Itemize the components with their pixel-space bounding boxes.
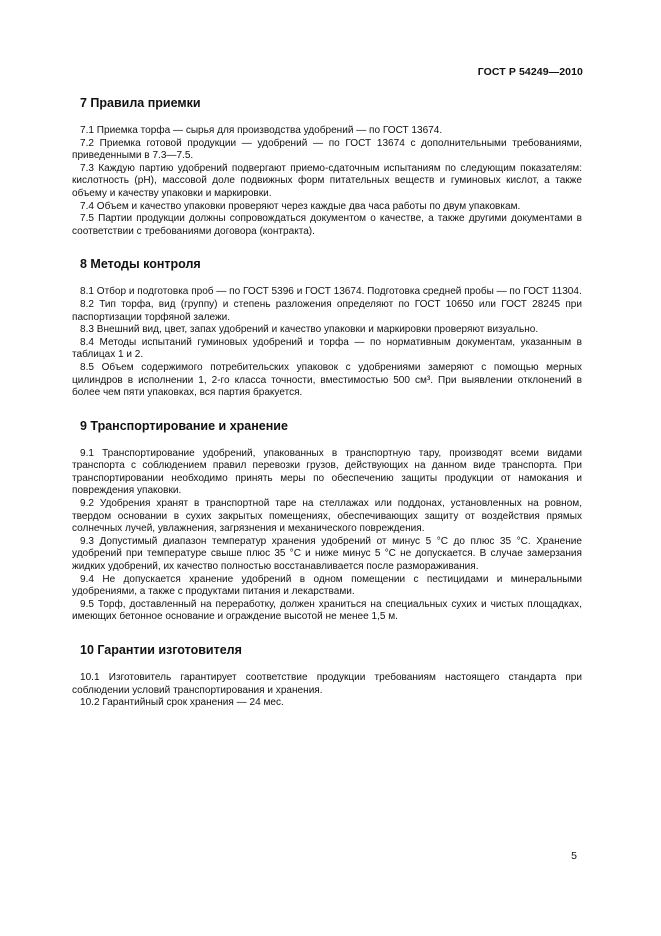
paragraph-8-1: 8.1 Отбор и подготовка проб — по ГОСТ 5396 и ГОСТ 13674. Подготовка средней пробы — по ГОСТ 11304. — [80, 286, 582, 298]
page-number: 5 — [571, 850, 577, 862]
section-heading: 10 Гарантии изготовителя — [80, 643, 242, 657]
section-heading: 9 Транспортирование и хранение — [80, 418, 288, 433]
section-control-methods — [72, 257, 582, 399]
section-manufacturer-warranty — [72, 643, 582, 710]
paragraph-9-5: 9.5 Торф, доставленный на переработку, должен храниться на специальных сухих и чистых площадках, имеющих бетонное основание и ограждение высотой не менее 1,5 м. — [72, 598, 582, 623]
paragraph-8-5: 8.5 Объем содержимого потребительских упаковок с удобрениями замеряют с помощью мерных цилиндров в исполнении 1, 2-го класса точности, вместимостью 500 см³. При выявлении отклонений в более чем пяти упаковках, вся партия бракуется. — [72, 361, 582, 399]
paragraph-8-4: 8.4 Методы испытаний гуминовых удобрений и торфа — по нормативным документам, указанным в таблицах 1 и 2. — [72, 336, 582, 361]
section-acceptance-rules — [72, 96, 582, 238]
paragraph-8-2: 8.2 Тип торфа, вид (группу) и степень разложения определяют по ГОСТ 10650 или ГОСТ 28245 при паспортизации торфяной залежи. — [72, 298, 582, 323]
paragraph-10-2: 10.2 Гарантийный срок хранения — 24 мес. — [80, 697, 284, 709]
paragraph-9-2: 9.2 Удобрения хранят в транспортной таре на стеллажах или поддонах, установленных на ровном, твердом основании в сухих закрытых помещениях, обеспечивающих защиту от воздействия прямых солнечных лучей, увлажнения, загрязнения и механического повреждения. — [72, 498, 582, 535]
paragraph-7-5: 7.5 Партии продукции должны сопровождаться документом о качестве, а также другими документами в соответствии с требованиями договора (контракта). — [72, 213, 582, 237]
paragraph-9-1: 9.1 Транспортирование удобрений, упакованных в транспортную тару, производят всеми видами транспорта с соблюдением правил перевозки грузов, действующих на данном виде транспорта. При транспортировании необходимо принять меры по обеспечению защиты продукции от намокания и повреждения упаковки. — [72, 447, 582, 497]
paragraph-9-4: 9.4 Не допускается хранение удобрений в одном помещении с пестицидами и минеральными удобрениями, а также с продуктами питания и лекарствами. — [72, 573, 582, 598]
paragraph-8-3: 8.3 Внешний вид, цвет, запах удобрений и качество упаковки и маркировки проверяют визуально. — [80, 324, 539, 336]
paragraph-7-1: 7.1 Приемка торфа — сырья для производства удобрений — по ГОСТ 13674. — [80, 125, 443, 136]
document-body — [72, 96, 582, 729]
paragraph-7-2: 7.2 Приемка готовой продукции — удобрений — по ГОСТ 13674 с дополнительными требованиями, приведенными в 7.3—7.5. — [72, 137, 582, 162]
standard-designation: ГОСТ Р 54249—2010 — [477, 66, 583, 78]
paragraph-10-1: 10.1 Изготовитель гарантирует соответствие продукции требованиям настоящего стандарта при соблюдении условий транспортирования и хранения. — [72, 672, 582, 696]
paragraph-7-3: 7.3 Каждую партию удобрений подвергают приемо-сдаточным испытаниям по следующим показателям: кислотность (рН), массовой доле подвижных форм питательных веществ и гуминовых кислот, а также объему и качеству упаковки и маркировки. — [72, 162, 582, 199]
section-heading: 7 Правила приемки — [80, 96, 201, 110]
paragraph-9-3: 9.3 Допустимый диапазон температур хранения удобрений от минус 5 °С до плюс 35 °С. Хранение удобрений при температуре свыше плюс 35 °С и ниже минус 5 °С не допускается. В случае замерзания жидких удобрений, их качество полностью восстанавливается после размораживания. — [72, 535, 582, 573]
section-heading: 8 Методы контроля — [80, 257, 201, 272]
paragraph-7-4: 7.4 Объем и качество упаковки проверяют через каждые два часа работы по двум упаковкам. — [80, 200, 521, 212]
section-transport-storage — [72, 419, 582, 624]
